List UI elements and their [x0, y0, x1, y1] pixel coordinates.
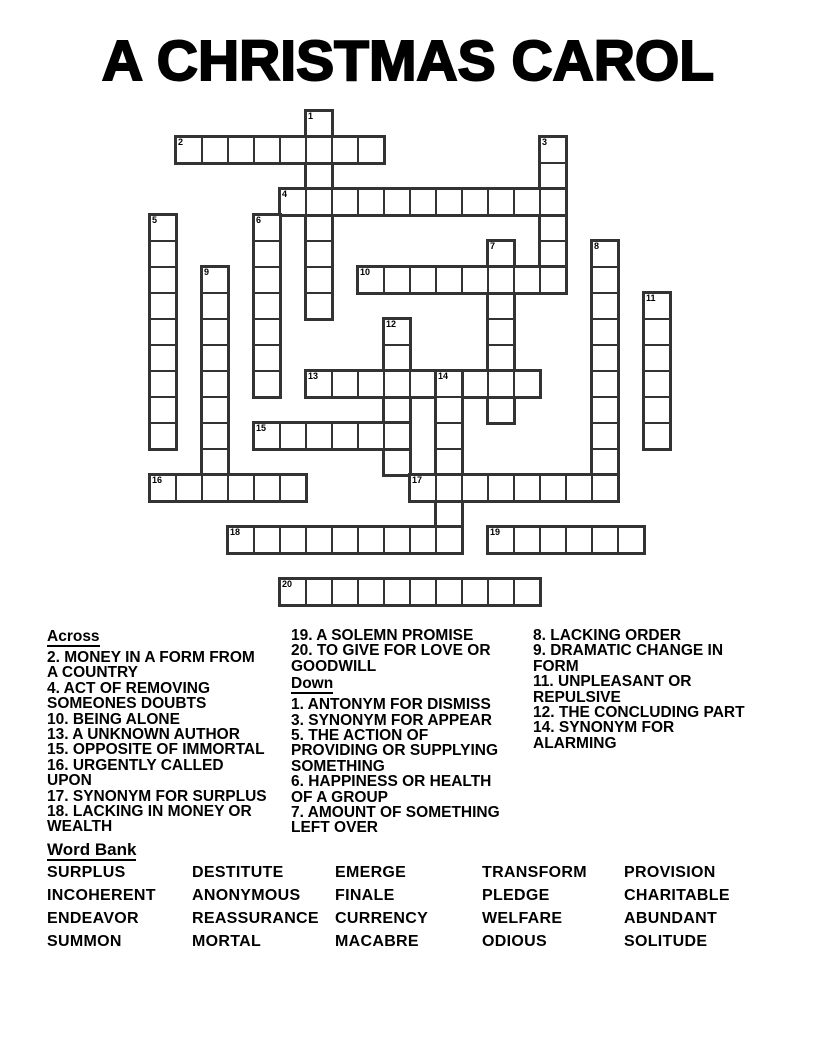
clue-number: 20 [282, 579, 293, 589]
word-bank-item: MORTAL [192, 933, 262, 950]
grid-cell[interactable] [643, 344, 671, 372]
clue-item: 2. MONEY IN A FORM FROM A COUNTRY [47, 649, 255, 682]
grid-cell[interactable] [591, 318, 619, 346]
word-bank-item: ANONYMOUS [192, 887, 301, 904]
grid-cell[interactable] [331, 422, 359, 450]
clue-item: 19. A SOLEMN PROMISE [291, 627, 474, 644]
clue-number: 4 [282, 189, 288, 199]
down-clue-list-continued [533, 628, 755, 751]
grid-cell[interactable] [435, 266, 463, 294]
grid-cell[interactable] [201, 292, 229, 320]
grid-cell[interactable] [513, 370, 541, 398]
grid-cell[interactable] [279, 474, 307, 502]
grid-cell[interactable] [409, 266, 437, 294]
clue-item: 1. ANTONYM FOR DISMISS [291, 696, 491, 714]
word-bank-item: CHARITABLE [624, 887, 730, 904]
grid-cell[interactable] [305, 526, 333, 554]
grid-cell[interactable] [253, 240, 281, 268]
grid-cell[interactable] [539, 188, 567, 216]
grid-cell[interactable] [227, 136, 255, 164]
grid-cell[interactable] [305, 136, 333, 164]
grid-cell[interactable] [383, 422, 411, 450]
grid-cell[interactable] [513, 526, 541, 554]
grid-cell[interactable] [227, 474, 255, 502]
grid-cell[interactable] [201, 396, 229, 424]
grid-cell[interactable] [409, 188, 437, 216]
grid-cell[interactable] [383, 448, 411, 476]
clue-number: 11 [646, 293, 656, 303]
grid-cell[interactable] [305, 240, 333, 268]
word-bank-item: TRANSFORM [482, 864, 587, 881]
grid-cell[interactable] [305, 292, 333, 320]
grid-cell[interactable] [487, 266, 515, 294]
clue-number: 8 [594, 241, 600, 251]
clue-number: 6 [256, 215, 262, 225]
clue-number: 16 [152, 475, 163, 485]
grid-cell[interactable] [435, 474, 463, 502]
grid-cell[interactable] [591, 292, 619, 320]
grid-cell[interactable] [201, 422, 229, 450]
grid-cell[interactable] [591, 448, 619, 476]
clue-item: 17. SYNONYM FOR SURPLUS [47, 787, 267, 805]
grid-cell[interactable] [539, 474, 567, 502]
grid-cell[interactable] [149, 422, 177, 450]
grid-cell[interactable] [357, 370, 385, 398]
grid-cell[interactable] [591, 526, 619, 554]
grid-cell[interactable] [409, 578, 437, 606]
grid-cell[interactable] [149, 292, 177, 320]
clue-number: 7 [490, 241, 496, 251]
clue-number: 18 [230, 527, 241, 537]
grid-cell[interactable] [435, 500, 463, 528]
across-heading: Across [47, 628, 100, 645]
word-bank-item: ENDEAVOR [47, 910, 139, 927]
grid-cell[interactable] [149, 318, 177, 346]
grid-cell[interactable] [487, 188, 515, 216]
clue-item: 6. HAPPINESS OR HEALTH OF A GROUP [291, 773, 492, 806]
grid-cell[interactable] [201, 370, 229, 398]
clue-item: 16. URGENTLY CALLED UPON [47, 756, 224, 790]
clue-number: 12 [386, 319, 397, 329]
grid-cell[interactable] [487, 474, 515, 502]
grid-cell[interactable] [435, 448, 463, 476]
clue-item: 10. BEING ALONE [47, 710, 180, 728]
grid-cell[interactable] [513, 188, 541, 216]
grid-cell[interactable] [253, 370, 281, 398]
grid-cell[interactable] [435, 396, 463, 424]
clue-column-2 [291, 628, 513, 836]
grid-cell[interactable] [461, 474, 489, 502]
clue-number: 17 [412, 475, 423, 485]
crossword-grid [149, 110, 673, 608]
grid-cell[interactable] [253, 344, 281, 372]
grid-cell[interactable] [201, 344, 229, 372]
grid-cell[interactable] [201, 136, 229, 164]
grid-cell[interactable] [279, 136, 307, 164]
word-bank-item: DESTITUTE [192, 864, 284, 881]
grid-cell[interactable] [253, 474, 281, 502]
word-bank-item: MACABRE [335, 933, 419, 950]
clue-item: 9. DRAMATIC CHANGE IN FORM [533, 642, 724, 675]
grid-cell[interactable] [591, 422, 619, 450]
grid-cell[interactable] [331, 578, 359, 606]
grid-cell[interactable] [253, 266, 281, 294]
clue-item: 11. UNPLEASANT OR REPULSIVE [533, 673, 692, 706]
grid-cell[interactable] [513, 266, 541, 294]
word-bank-item: FINALE [335, 887, 395, 904]
clue-item: 5. THE ACTION OF PROVIDING OR SUPPLYING SOMETHING [291, 727, 498, 775]
grid-cell[interactable] [539, 214, 567, 242]
clue-number: 2 [178, 137, 184, 147]
grid-cell[interactable] [175, 474, 203, 502]
grid-cell[interactable] [591, 344, 619, 372]
grid-cell[interactable] [435, 526, 463, 554]
grid-cell[interactable] [305, 162, 333, 190]
grid-cell[interactable] [253, 526, 281, 554]
clue-number: 13 [308, 371, 319, 381]
clue-number: 9 [204, 267, 210, 277]
grid-cell[interactable] [201, 474, 229, 502]
clue-item: 13. A UNKNOWN AUTHOR [47, 726, 240, 744]
grid-cell[interactable] [409, 526, 437, 554]
clue-number: 14 [438, 371, 449, 381]
grid-cell[interactable] [461, 578, 489, 606]
word-bank-item: ODIOUS [482, 933, 547, 950]
grid-cell[interactable] [565, 474, 593, 502]
grid-cell[interactable] [643, 318, 671, 346]
grid-cell[interactable] [253, 292, 281, 320]
clue-number: 15 [256, 423, 267, 433]
grid-cell[interactable] [435, 422, 463, 450]
grid-cell[interactable] [149, 266, 177, 294]
grid-cell[interactable] [357, 188, 385, 216]
grid-cell[interactable] [643, 370, 671, 398]
grid-cell[interactable] [461, 370, 489, 398]
down-clue-list [291, 697, 513, 836]
clue-number: 10 [360, 267, 371, 277]
grid-cell[interactable] [305, 266, 333, 294]
page-title: A CHRISTMAS CAROL [101, 29, 715, 93]
grid-cell[interactable] [305, 188, 333, 216]
grid-cell[interactable] [383, 396, 411, 424]
grid-cell[interactable] [513, 474, 541, 502]
grid-cell[interactable] [487, 396, 515, 424]
grid-cell[interactable] [279, 422, 307, 450]
clue-column-3 [533, 628, 755, 751]
clue-item: 8. LACKING ORDER [533, 627, 682, 644]
clue-item: 7. AMOUNT OF SOMETHING LEFT OVER [291, 804, 500, 837]
grid-cell[interactable] [305, 422, 333, 450]
clue-item: 3. SYNONYM FOR APPEAR [291, 711, 492, 729]
grid-cell[interactable] [253, 136, 281, 164]
grid-cell[interactable] [461, 188, 489, 216]
grid-cell[interactable] [331, 136, 359, 164]
grid-cell[interactable] [331, 188, 359, 216]
grid-cell[interactable] [149, 240, 177, 268]
clue-item: 18. LACKING IN MONEY OR WEALTH [47, 803, 252, 836]
grid-cell[interactable] [643, 422, 671, 450]
grid-cell[interactable] [513, 578, 541, 606]
grid-cell[interactable] [149, 344, 177, 372]
grid-cell[interactable] [539, 266, 567, 294]
grid-cell[interactable] [149, 396, 177, 424]
grid-cell[interactable] [565, 526, 593, 554]
grid-cell[interactable] [643, 396, 671, 424]
word-bank-item: SURPLUS [47, 864, 126, 881]
grid-cell[interactable] [357, 526, 385, 554]
grid-cell[interactable] [253, 318, 281, 346]
grid-cell[interactable] [591, 396, 619, 424]
word-bank-item: INCOHERENT [47, 887, 156, 904]
grid-cell[interactable] [409, 370, 437, 398]
grid-cell[interactable] [201, 318, 229, 346]
grid-cell[interactable] [331, 526, 359, 554]
grid-cell[interactable] [539, 162, 567, 190]
clue-item: 12. THE CONCLUDING PART [533, 704, 745, 722]
grid-cell[interactable] [617, 526, 645, 554]
word-bank-item: SUMMON [47, 933, 122, 950]
grid-cell[interactable] [383, 370, 411, 398]
word-bank-heading: Word Bank [47, 840, 137, 859]
grid-cell[interactable] [487, 370, 515, 398]
grid-cell[interactable] [305, 578, 333, 606]
grid-cell[interactable] [383, 188, 411, 216]
clue-item: 20. TO GIVE FOR LOVE OR GOODWILL [291, 642, 491, 675]
grid-cell[interactable] [435, 578, 463, 606]
grid-cell[interactable] [591, 266, 619, 294]
grid-cell[interactable] [435, 188, 463, 216]
word-bank-item: REASSURANCE [192, 910, 319, 927]
grid-cell[interactable] [357, 422, 385, 450]
grid-cell[interactable] [331, 370, 359, 398]
grid-cell[interactable] [487, 344, 515, 372]
grid-cell[interactable] [383, 266, 411, 294]
word-bank-item: ABUNDANT [624, 910, 718, 927]
grid-cell[interactable] [279, 526, 307, 554]
clue-item: 4. ACT OF REMOVING SOMEONES DOUBTS [47, 679, 211, 713]
clue-number: 1 [308, 111, 314, 121]
word-bank-item: PROVISION [624, 864, 716, 881]
clue-column-1 [47, 628, 269, 835]
word-bank-item: SOLITUDE [624, 933, 708, 950]
clue-number: 19 [490, 527, 501, 537]
grid-cell[interactable] [461, 266, 489, 294]
grid-cell[interactable] [539, 240, 567, 268]
word-bank-item: EMERGE [335, 864, 407, 881]
word-bank-item: PLEDGE [482, 887, 550, 904]
down-heading: Down [291, 675, 334, 693]
clue-number: 5 [152, 215, 158, 225]
word-bank-item: WELFARE [482, 910, 563, 927]
clue-item: 15. OPPOSITE OF IMMORTAL [47, 741, 265, 759]
grid-cell[interactable] [305, 214, 333, 242]
grid-cell[interactable] [149, 370, 177, 398]
grid-cell[interactable] [487, 318, 515, 346]
word-bank-item: CURRENCY [335, 910, 429, 927]
grid-cell[interactable] [591, 370, 619, 398]
grid-cell[interactable] [201, 448, 229, 476]
grid-cell[interactable] [539, 526, 567, 554]
grid-cell[interactable] [383, 344, 411, 372]
grid-cell[interactable] [357, 136, 385, 164]
across-clue-list-continued [291, 628, 513, 674]
grid-cell[interactable] [383, 526, 411, 554]
clue-number: 3 [542, 137, 548, 147]
grid-cell[interactable] [591, 474, 619, 502]
clue-item: 14. SYNONYM FOR ALARMING [533, 719, 675, 752]
grid-cell[interactable] [357, 578, 385, 606]
grid-cell[interactable] [383, 578, 411, 606]
word-bank-list [47, 864, 763, 956]
grid-cell[interactable] [487, 292, 515, 320]
grid-cell[interactable] [487, 578, 515, 606]
across-clue-list [47, 650, 269, 835]
